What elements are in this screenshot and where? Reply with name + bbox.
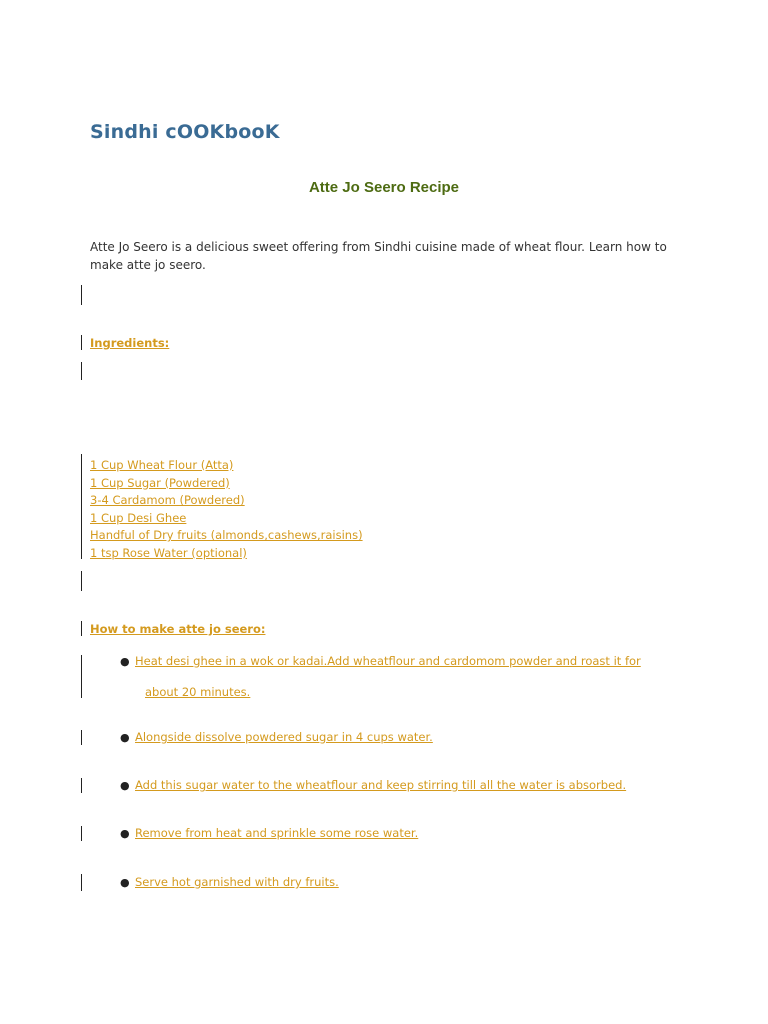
bullet-icon: ● xyxy=(120,876,130,889)
margin-bar xyxy=(81,362,82,380)
step-link[interactable]: Alongside dissolve powdered sugar in 4 cups water. xyxy=(135,730,433,744)
ingredients-heading[interactable] xyxy=(90,336,169,350)
method-step xyxy=(120,646,660,707)
margin-bar xyxy=(81,621,82,636)
margin-bar xyxy=(81,778,82,793)
margin-bar xyxy=(81,655,82,698)
margin-bar xyxy=(81,454,82,559)
method-step xyxy=(120,770,660,801)
method-step xyxy=(120,722,660,753)
margin-bar xyxy=(81,874,82,891)
bullet-icon: ● xyxy=(120,827,130,840)
method-heading-link[interactable]: How to make atte jo seero: xyxy=(90,622,266,636)
ingredient-link[interactable]: 1 Cup Sugar (Powdered) xyxy=(90,475,230,490)
ingredient-link[interactable]: 1 Cup Wheat Flour (Atta) xyxy=(90,458,234,472)
step-link-continued[interactable]: about 20 minutes. xyxy=(145,685,251,699)
ingredient-link[interactable]: 1 Cup Desi Ghee xyxy=(90,510,187,525)
ingredient-link[interactable]: 1 tsp Rose Water (optional) xyxy=(90,545,247,560)
list-item xyxy=(90,455,363,473)
ingredients-list xyxy=(90,455,363,561)
method-step xyxy=(120,867,660,898)
margin-bar xyxy=(81,730,82,745)
recipe-intro: Atte Jo Seero is a delicious sweet offering from Sindhi cuisine made of wheat flour. Learn how to make atte jo seero. xyxy=(90,240,667,272)
margin-bar xyxy=(81,335,82,350)
bullet-icon: ● xyxy=(120,655,130,668)
method-heading[interactable] xyxy=(90,622,265,636)
bullet-icon: ● xyxy=(120,731,130,744)
list-item xyxy=(90,473,363,491)
recipe-title: Atte Jo Seero Recipe xyxy=(308,179,460,196)
ingredient-link[interactable]: 3-4 Cardamom (Powdered) xyxy=(90,493,245,508)
bullet-icon: ● xyxy=(120,779,130,792)
site-title: Sindhi cOOKbooK xyxy=(90,121,280,143)
list-item xyxy=(90,490,363,508)
step-link[interactable]: Remove from heat and sprinkle some rose water. xyxy=(135,826,419,840)
step-link[interactable]: Add this sugar water to the wheatflour and keep stirring till all the water is absorbed. xyxy=(135,778,627,792)
margin-bar xyxy=(81,285,82,305)
ingredients-heading-link[interactable]: Ingredients: xyxy=(90,336,170,350)
step-link[interactable]: Heat desi ghee in a wok or kadai.Add wheatflour and cardomom powder and roast it for xyxy=(135,654,641,668)
ingredient-link[interactable]: Handful of Dry fruits (almonds,cashews,raisins) xyxy=(90,528,363,543)
list-item xyxy=(90,525,363,543)
list-item xyxy=(90,508,363,526)
method-step xyxy=(120,818,660,849)
margin-bar xyxy=(81,826,82,841)
list-item xyxy=(90,543,363,561)
margin-bar xyxy=(81,571,82,591)
step-link[interactable]: Serve hot garnished with dry fruits. xyxy=(135,875,339,889)
